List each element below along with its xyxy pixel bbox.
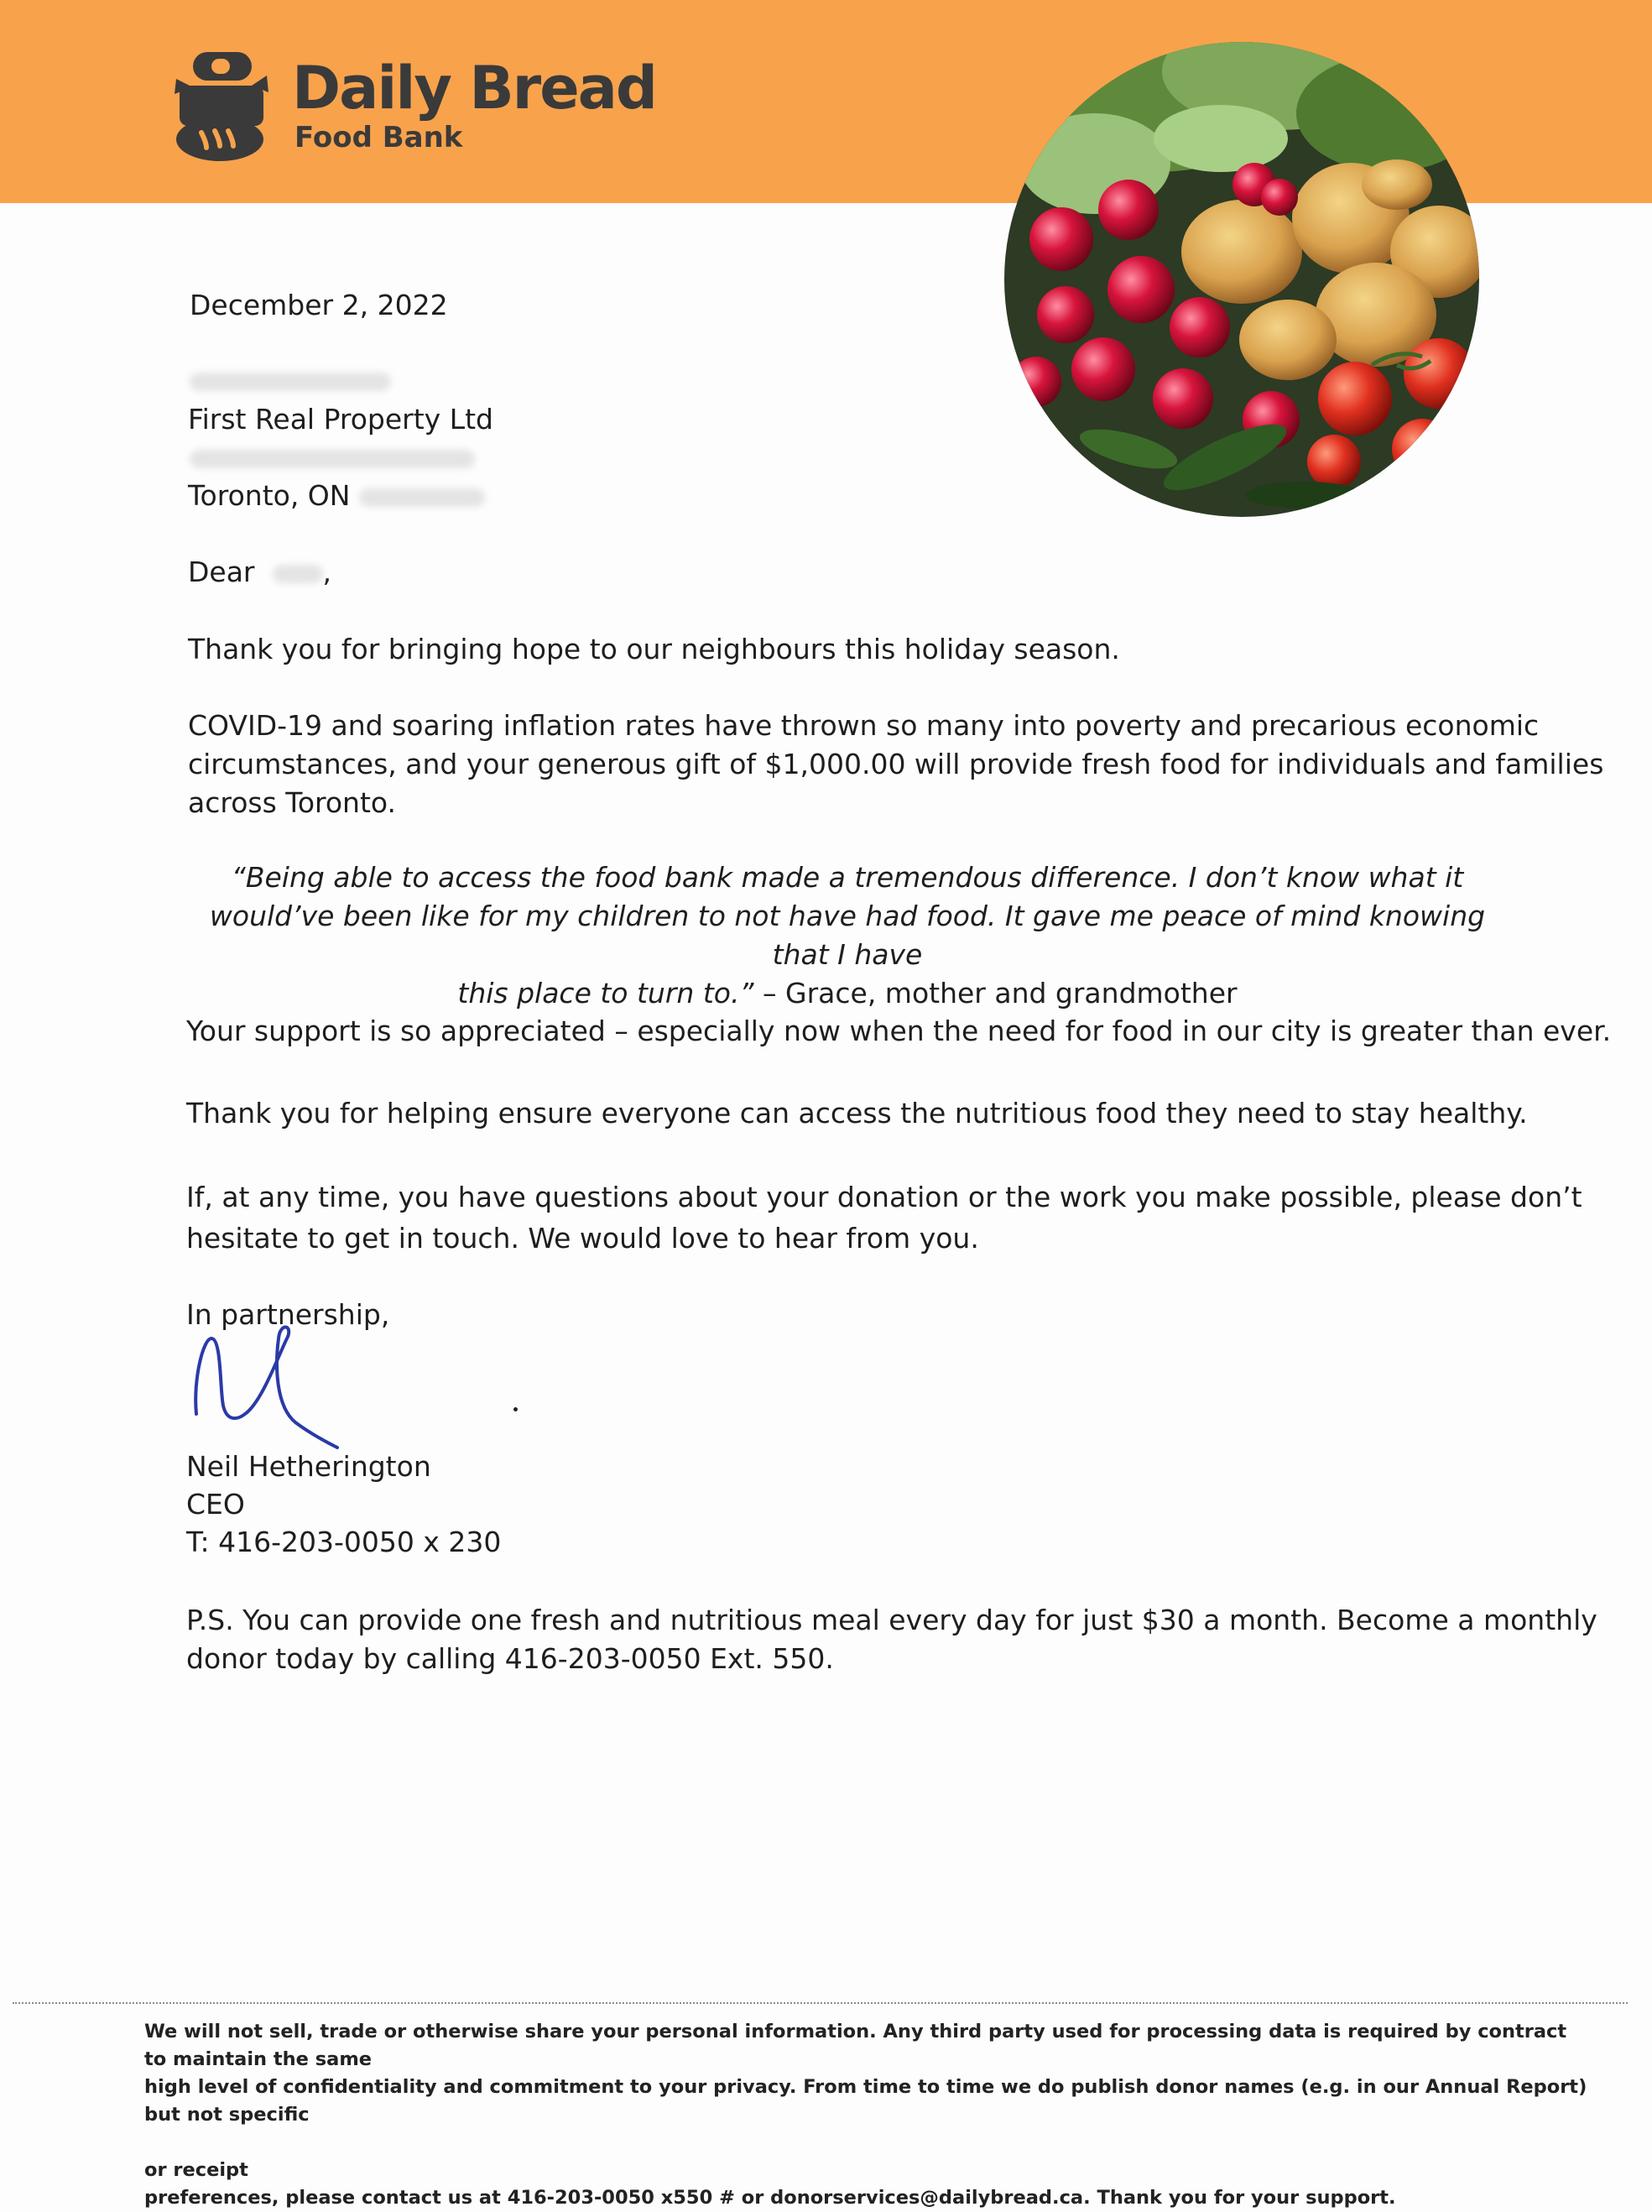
signer-phone: T: 416-203-0050 x 230 [186, 1526, 502, 1558]
paragraph-questions-line: If, at any time, you have questions about your donation or the work you make possible, please don’t [186, 1181, 1582, 1213]
signer-title: CEO [186, 1488, 245, 1521]
recipient-street-redacted [190, 438, 475, 477]
recipient-city: Toronto, ON [188, 479, 351, 512]
quote-attribution: – Grace, mother and grandmother [753, 977, 1238, 1009]
paragraph-thanks: Thank you for bringing hope to our neighbours this holiday season. [188, 633, 1120, 665]
brand-logo [168, 50, 657, 168]
quote-line: would’ve been like for my children to not have had food. It gave me peace of mind knowing that I have [209, 900, 1486, 971]
brand-subtitle: Food Bank [294, 121, 463, 154]
recipient-company: First Real Property Ltd [188, 403, 493, 436]
paragraph-questions-line: hesitate to get in touch. We would love to hear from you. [186, 1222, 979, 1255]
brand-name: Daily Bread [292, 54, 657, 123]
fresh-vegetables-photo [1003, 38, 1481, 520]
testimonial-quote [193, 858, 1502, 1013]
paragraph-support: Your support is so appreciated – especially now when the need for food in our city is greater than ever. [186, 1015, 1612, 1047]
paragraph-nutritious: Thank you for helping ensure everyone can access the nutritious food they need to stay healthy. [186, 1097, 1528, 1129]
footer-divider [13, 2002, 1628, 2004]
salutation: Dear [188, 556, 255, 588]
privacy-footer [144, 2018, 1587, 2212]
scan-speck [513, 1407, 518, 1411]
footer-line: preferences, please contact us at 416-203-0050 x550 # or donorservices@dailybread.ca. Thank you for your support. [144, 2187, 1396, 2209]
footer-line: high level of confidentiality and commitment to your privacy. From time to time we do publish donor names (e.g. in our Annual Report) but not specific [144, 2076, 1587, 2126]
quote-line: “Being able to access the food bank made a tremendous difference. I don’t know what it [231, 861, 1464, 894]
salutation-comma: , [322, 556, 331, 588]
postscript [186, 1601, 1597, 1678]
paragraph-covid-line: across Toronto. [188, 786, 396, 819]
bread-bag-icon [168, 50, 273, 164]
quote-line: this place to turn to.” [457, 977, 754, 1009]
signer-name: Neil Hetherington [186, 1450, 431, 1483]
salutation-line [188, 553, 331, 592]
recipient-city-line [188, 477, 485, 515]
closing: In partnership, [186, 1298, 390, 1331]
recipient-name-redacted [190, 361, 391, 399]
footer-line: or receipt [144, 2159, 248, 2181]
handwritten-signature [186, 1322, 354, 1464]
paragraph-covid-line: circumstances, and your generous gift of $1,000.00 will provide fresh food for individuals and families [188, 748, 1604, 780]
postscript-line: P.S. You can provide one fresh and nutritious meal every day for just $30 a month. Become a monthly [186, 1604, 1597, 1636]
footer-line: We will not sell, trade or otherwise share your personal information. Any third party used for processing data is required by contract to maintain the same [144, 2021, 1567, 2070]
paragraph-covid [188, 707, 1603, 822]
page-cutoff [0, 2130, 1652, 2155]
postscript-line: donor today by calling 416-203-0050 Ext. 550. [186, 1642, 834, 1675]
paragraph-covid-line: COVID-19 and soaring inflation rates have thrown so many into poverty and precarious economic [188, 709, 1540, 742]
paragraph-questions [186, 1176, 1582, 1259]
letter-date: December 2, 2022 [190, 289, 448, 321]
